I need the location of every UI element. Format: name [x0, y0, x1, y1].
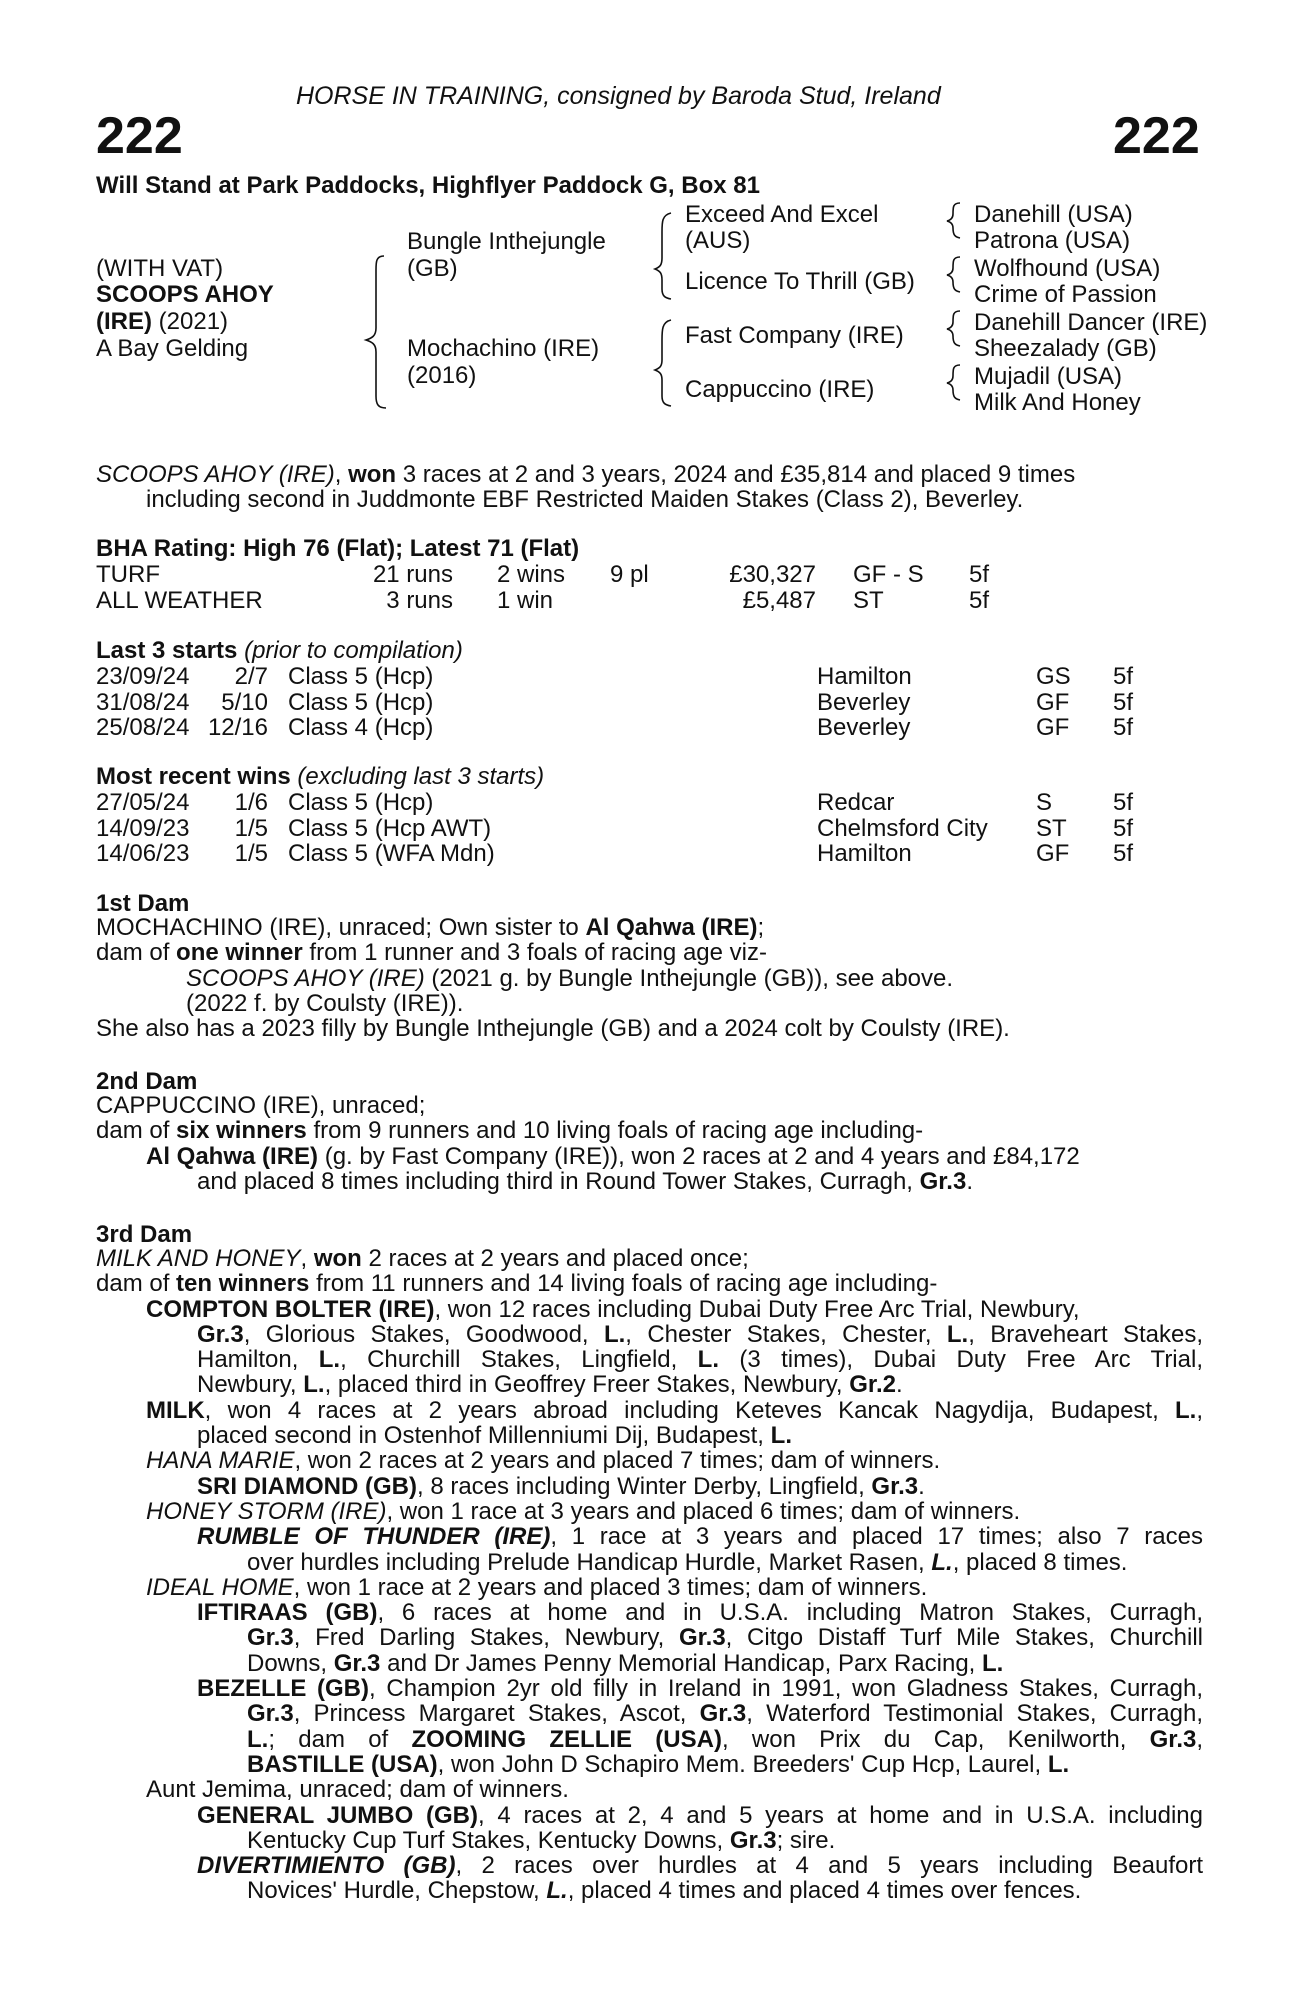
- start-row-date: 31/08/24: [96, 688, 190, 716]
- produce-ideal-home: IDEAL HOME, won 1 race at 2 years and placed 3 times; dam of winners.: [146, 1573, 928, 1601]
- rating-row: [96, 588, 1206, 613]
- ggp-8: Milk And Honey: [974, 389, 1141, 416]
- win-row-race: Class 5 (WFA Mdn): [288, 840, 495, 867]
- start-row-dist: 5f: [1113, 714, 1134, 741]
- start-row-race: Class 5 (Hcp): [288, 688, 434, 716]
- produce-iftiraas: IFTIRAAS (GB), 6 races at home and in U.S.A. including Matron Stakes, Curragh,: [197, 1599, 1203, 1627]
- sire-sire: Exceed And Excel: [685, 201, 879, 228]
- win-row-dist: 5f: [1113, 840, 1134, 867]
- dam-sire: Fast Company (IRE): [685, 322, 904, 349]
- win-row: [96, 841, 1206, 866]
- last3-heading: [96, 638, 463, 663]
- recent-wins-heading: [96, 764, 544, 789]
- ggp-6: Sheezalady (GB): [974, 335, 1157, 362]
- win-row-date: 27/05/24: [96, 789, 190, 816]
- ggp-1: Danehill (USA): [974, 201, 1133, 228]
- rating-row-surface: ALL WEATHER: [96, 586, 263, 614]
- stand-location: Will Stand at Park Paddocks, Highflyer Paddock G, Box 81: [96, 172, 760, 199]
- vat-note: (WITH VAT): [96, 255, 224, 282]
- start-row-course: Beverley: [817, 688, 911, 716]
- start-row-race: Class 4 (Hcp): [288, 714, 434, 741]
- horse-country: (IRE): [96, 308, 152, 335]
- dam3-text: MILK AND HONEY, won 2 races at 2 years and placed once; dam of ten winners from 11 runners and 14 living foals of racing age including- COMPTON BOLTER (IRE), won 12 races including Dubai Duty Free Arc Trial, Newbury, Gr.3, Glorious Stakes, Goodwood, L., Chester Stakes, Chester, L., Braveheart Stakes, Hamilton, L., Churchill Stakes, Lingfield, L. (3 times), Dubai Duty Free Arc Trial, Newbury, L., placed third in Geoffrey Freer Stakes, Newbury, Gr.2. MILK, won 4 races at 2 years abroad including Keteves Kancak Nagydija, Budapest, L., placed second in Ostenhof Millenniumi Dij, Budapest, L. HANA MARIE, won 2 races at 2 years and placed 7 times; dam of winners. SRI DIAMOND (GB), 8 races including Winter Derby, Lingfield, Gr.3. HONEY STORM (IRE), won 1 race at 3 years and placed 6 times; dam of winners. RUMBLE OF THUNDER (IRE), 1 race at 3 years and placed 17 times; also 7 races over hurdles including Prelude Handicap Hurdle, Market Rasen, L., placed 8 times. IDEAL HOME, won 1 race at 2 years and placed 3 times; dam of winners. IFTIRAAS (GB), 6 races at home and in U.S.A. including Matron Stakes, Curragh, Gr.3, Fred Darling Stakes, Newbury, Gr.3, Citgo Distaff Turf Mile Stakes, Churchill Downs, Gr.3 and Dr James Penny Memorial Handicap, Parx Racing, L. BEZELLE (GB), Champion 2yr old filly in Ireland in 1991, won Gladness Stakes, Curragh, Gr.3, Princess Margaret Stakes, Ascot, Gr.3, Waterford Testimonial Stakes, Curragh, L.; dam of ZOOMING ZELLIE (USA), won Prix du Cap, Kenilworth, Gr.3, BASTILLE (USA), won John D Schapiro Mem. Breeders' Cup Hcp, Laurel, L. Aunt Jemima, unraced; dam of winners. GENERAL JUMBO (GB), 4 races at 2, 4 and 5 years at home and in U.S.A. including Kentucky Cup Turf Stakes, Kentucky Downs, Gr.3; sire. DIVERTIMIENTO (GB), 2 races over hurdles at 4 and 5 years including Beaufort Novices' Hurdle, Chepstow, L., placed 4 times and placed 4 times over fences.: [96, 1245, 1204, 1905]
- dam-dam: Cappuccino (IRE): [685, 376, 875, 403]
- start-row-race: Class 5 (Hcp): [288, 663, 434, 690]
- rating-row-wins: 1 win: [497, 586, 554, 614]
- start-row-course: Hamilton: [817, 663, 912, 690]
- race-summary: SCOOPS AHOY (IRE), won 3 races at 2 and 3 years, 2024 and £35,814 and placed 9 times including second in Juddmonte EBF Restricted Maiden Stakes (Class 2), Beverley.: [96, 462, 1203, 513]
- start-row-dist: 5f: [1113, 688, 1134, 716]
- win-row-going: ST: [1036, 814, 1067, 842]
- start-row: [96, 664, 1206, 689]
- produce-divertimiento: DIVERTIMIENTO (GB), 2 races over hurdles at 4 and 5 years including Beaufort: [197, 1852, 1203, 1880]
- dam2-heading: 2nd Dam: [96, 1068, 198, 1095]
- summary-line-2: including second in Juddmonte EBF Restricted Maiden Stakes (Class 2), Beverley.: [146, 486, 1024, 514]
- sire-name: Bungle Inthejungle: [407, 228, 606, 255]
- rating-row-prize: £5,487: [742, 586, 816, 614]
- start-row-pos: 12/16: [207, 714, 268, 741]
- rating-row-wins: 2 wins: [497, 561, 566, 588]
- produce-honey-storm: HONEY STORM (IRE), won 1 race at 3 years and placed 6 times; dam of winners.: [146, 1497, 1021, 1525]
- dam-year: (2016): [407, 362, 477, 389]
- produce-general-jumbo: GENERAL JUMBO (GB), 4 races at 2, 4 and 5 years at home and in U.S.A. including: [197, 1801, 1203, 1829]
- win-row-course: Hamilton: [817, 840, 912, 867]
- ggp-7: Mujadil (USA): [974, 363, 1123, 390]
- start-row: [96, 715, 1206, 740]
- win-row-pos: 1/5: [234, 814, 268, 842]
- start-row-dist: 5f: [1113, 663, 1134, 690]
- win-row-date: 14/06/23: [96, 840, 190, 867]
- lot-number-left: 222: [96, 107, 183, 165]
- ggp-4: Crime of Passion: [974, 281, 1157, 308]
- last3-note: (prior to compilation): [244, 637, 463, 664]
- page-header: HORSE IN TRAINING, consigned by Baroda Stud, Ireland: [296, 82, 941, 110]
- dam2-text: CAPPUCCINO (IRE), unraced; dam of six winners from 9 runners and 10 living foals of racing age including- Al Qahwa (IRE) (g. by Fast Company (IRE)), won 2 races at 2 and 4 years and £84,172 and placed 8 times including third in Round Tower Stakes, Curragh, Gr.3.: [96, 1092, 1080, 1195]
- win-row: [96, 790, 1206, 815]
- produce-aunt-jemima: Aunt Jemima, unraced; dam of winners.: [146, 1776, 569, 1804]
- recent-wins-title: Most recent wins: [96, 763, 291, 790]
- produce-hana-marie: HANA MARIE, won 2 races at 2 years and placed 7 times; dam of winners.: [146, 1447, 941, 1475]
- rating-row-surface: TURF: [96, 561, 160, 588]
- summary-horse: SCOOPS AHOY (IRE): [96, 461, 335, 488]
- bha-rating-heading: BHA Rating: High 76 (Flat); Latest 71 (Flat): [96, 535, 580, 562]
- win-row-pos: 1/5: [234, 840, 268, 867]
- win-row-course: Redcar: [817, 789, 895, 816]
- win-row-date: 14/09/23: [96, 814, 190, 842]
- produce-sri-diamond: SRI DIAMOND (GB), 8 races including Winter Derby, Lingfield, Gr.3.: [197, 1472, 925, 1500]
- ggp-2: Patrona (USA): [974, 227, 1131, 254]
- last3-title: Last 3 starts: [96, 637, 238, 664]
- win-row-going: S: [1036, 789, 1053, 816]
- rating-row-dist: 5f: [969, 586, 990, 614]
- summary-won: won: [348, 461, 397, 488]
- sire-dam: Licence To Thrill (GB): [685, 268, 915, 295]
- horse-year: (2021): [158, 308, 229, 335]
- produce-rumble-of-thunder: RUMBLE OF THUNDER (IRE), 1 race at 3 years and placed 17 times; also 7 races: [197, 1523, 1203, 1551]
- rating-row-placed: 9 pl: [610, 561, 649, 588]
- produce-compton-bolter: COMPTON BOLTER (IRE), won 12 races including Dubai Duty Free Arc Trial, Newbury,: [146, 1295, 1080, 1323]
- dam1-heading: 1st Dam: [96, 890, 190, 917]
- rating-row-prize: £30,327: [729, 561, 816, 588]
- win-row-race: Class 5 (Hcp AWT): [288, 814, 492, 842]
- rating-row-dist: 5f: [969, 561, 990, 588]
- win-row-dist: 5f: [1113, 814, 1134, 842]
- start-row: [96, 690, 1206, 715]
- win-row-race: Class 5 (Hcp): [288, 789, 434, 816]
- rating-row-runs: 21 runs: [372, 561, 453, 588]
- recent-wins-note: (excluding last 3 starts): [297, 763, 545, 790]
- rating-row-going: GF - S: [853, 561, 924, 588]
- sire-sire-country: (AUS): [685, 227, 751, 254]
- win-row: [96, 816, 1206, 841]
- win-row-going: GF: [1036, 840, 1070, 867]
- rating-row-going: ST: [853, 586, 884, 614]
- start-row-going: GS: [1036, 663, 1071, 690]
- dam-name: Mochachino (IRE): [407, 335, 600, 362]
- lot-number-right: 222: [1113, 107, 1200, 165]
- start-row-course: Beverley: [817, 714, 911, 741]
- start-row-date: 25/08/24: [96, 714, 190, 741]
- win-row-course: Chelmsford City: [817, 814, 988, 842]
- rating-row: [96, 562, 1206, 587]
- start-row-pos: 5/10: [221, 688, 268, 716]
- win-row-dist: 5f: [1113, 789, 1134, 816]
- dam1-text: MOCHACHINO (IRE), unraced; Own sister to Al Qahwa (IRE); dam of one winner from 1 runner and 3 foals of racing age viz- SCOOPS AHOY (IRE) (2021 g. by Bungle Inthejungle (GB)), see above. (2022 f. by Coulsty (IRE)). She also has a 2023 filly by Bungle Inthejungle (GB) and a 2024 colt by Coulsty (IRE).: [96, 914, 1010, 1043]
- dam3-heading: 3rd Dam: [96, 1221, 193, 1248]
- start-row-going: GF: [1036, 714, 1070, 741]
- summary-line-1: 3 races at 2 and 3 years, 2024 and £35,814 and placed 9 times: [396, 461, 1076, 488]
- ggp-3: Wolfhound (USA): [974, 255, 1161, 282]
- sire-country: (GB): [407, 255, 458, 282]
- horse-name: SCOOPS AHOY: [96, 281, 274, 308]
- start-row-date: 23/09/24: [96, 663, 190, 690]
- start-row-going: GF: [1036, 688, 1070, 716]
- produce-bezelle: BEZELLE (GB), Champion 2yr old filly in Ireland in 1991, won Gladness Stakes, Curragh,: [197, 1675, 1203, 1703]
- ggp-5: Danehill Dancer (IRE): [974, 309, 1208, 336]
- win-row-pos: 1/6: [234, 789, 268, 816]
- horse-description: A Bay Gelding: [96, 335, 249, 362]
- produce-milk: MILK, won 4 races at 2 years abroad including Keteves Kancak Nagydija, Budapest, L.,: [146, 1396, 1203, 1424]
- rating-row-runs: 3 runs: [386, 586, 453, 614]
- start-row-pos: 2/7: [234, 663, 268, 690]
